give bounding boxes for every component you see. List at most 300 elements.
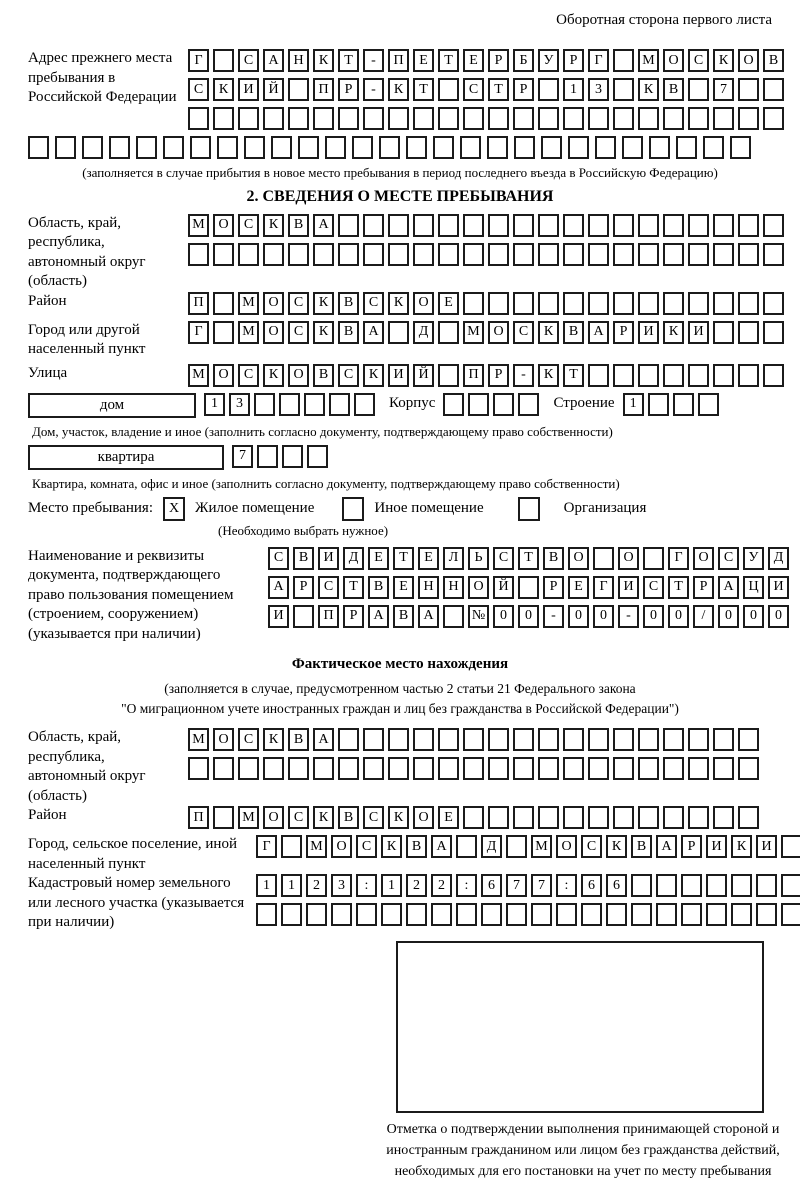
- char-cell[interactable]: [413, 757, 434, 780]
- char-cell[interactable]: [109, 136, 130, 159]
- char-cell[interactable]: С: [513, 321, 534, 344]
- char-cell[interactable]: [656, 874, 677, 897]
- char-cell[interactable]: С: [581, 835, 602, 858]
- char-cell[interactable]: М: [188, 214, 209, 237]
- char-cell[interactable]: В: [563, 321, 584, 344]
- char-cell[interactable]: [593, 547, 614, 570]
- char-cell[interactable]: [379, 136, 400, 159]
- char-cell[interactable]: Д: [343, 547, 364, 570]
- char-cell[interactable]: [563, 214, 584, 237]
- char-cell[interactable]: [663, 107, 684, 130]
- char-cell[interactable]: Р: [543, 576, 564, 599]
- char-cell[interactable]: [738, 78, 759, 101]
- char-cell[interactable]: [363, 214, 384, 237]
- char-cell[interactable]: [487, 136, 508, 159]
- char-cell[interactable]: [673, 393, 694, 416]
- char-cell[interactable]: В: [338, 292, 359, 315]
- char-cell[interactable]: [588, 243, 609, 266]
- char-cell[interactable]: О: [618, 547, 639, 570]
- char-cell[interactable]: [713, 806, 734, 829]
- char-cell[interactable]: О: [263, 321, 284, 344]
- char-cell[interactable]: [713, 107, 734, 130]
- char-cell[interactable]: В: [543, 547, 564, 570]
- char-cell[interactable]: -: [513, 364, 534, 387]
- char-cell[interactable]: [338, 757, 359, 780]
- char-cell[interactable]: [413, 243, 434, 266]
- char-cell[interactable]: [638, 757, 659, 780]
- char-cell[interactable]: А: [418, 605, 439, 628]
- char-cell[interactable]: П: [313, 78, 334, 101]
- char-cell[interactable]: [188, 243, 209, 266]
- char-cell[interactable]: [588, 728, 609, 751]
- char-cell[interactable]: [163, 136, 184, 159]
- char-cell[interactable]: [613, 728, 634, 751]
- char-cell[interactable]: [313, 757, 334, 780]
- char-cell[interactable]: Е: [368, 547, 389, 570]
- char-cell[interactable]: [731, 903, 752, 926]
- char-cell[interactable]: С: [463, 78, 484, 101]
- char-cell[interactable]: М: [638, 49, 659, 72]
- char-cell[interactable]: [381, 903, 402, 926]
- char-cell[interactable]: С: [188, 78, 209, 101]
- char-cell[interactable]: [538, 78, 559, 101]
- char-cell[interactable]: [688, 292, 709, 315]
- char-cell[interactable]: О: [213, 728, 234, 751]
- char-cell[interactable]: [288, 243, 309, 266]
- char-cell[interactable]: 0: [518, 605, 539, 628]
- char-cell[interactable]: [263, 243, 284, 266]
- char-cell[interactable]: [354, 393, 375, 416]
- char-cell[interactable]: [663, 364, 684, 387]
- char-cell[interactable]: Е: [463, 49, 484, 72]
- char-cell[interactable]: [588, 364, 609, 387]
- char-cell[interactable]: [213, 243, 234, 266]
- char-cell[interactable]: [363, 243, 384, 266]
- apartment-type-box[interactable]: квартира: [28, 445, 224, 470]
- char-cell[interactable]: [638, 364, 659, 387]
- char-cell[interactable]: [756, 874, 777, 897]
- char-cell[interactable]: В: [288, 728, 309, 751]
- char-cell[interactable]: [713, 321, 734, 344]
- char-cell[interactable]: [638, 728, 659, 751]
- char-cell[interactable]: М: [531, 835, 552, 858]
- char-cell[interactable]: А: [363, 321, 384, 344]
- char-cell[interactable]: Г: [593, 576, 614, 599]
- char-cell[interactable]: 7: [506, 874, 527, 897]
- char-cell[interactable]: К: [663, 321, 684, 344]
- char-cell[interactable]: М: [238, 321, 259, 344]
- char-cell[interactable]: 0: [593, 605, 614, 628]
- char-cell[interactable]: [595, 136, 616, 159]
- char-cell[interactable]: И: [756, 835, 777, 858]
- char-cell[interactable]: К: [263, 728, 284, 751]
- char-cell[interactable]: [781, 874, 800, 897]
- char-cell[interactable]: [413, 728, 434, 751]
- char-cell[interactable]: Т: [343, 576, 364, 599]
- char-cell[interactable]: И: [706, 835, 727, 858]
- char-cell[interactable]: [688, 78, 709, 101]
- char-cell[interactable]: [488, 243, 509, 266]
- char-cell[interactable]: [738, 243, 759, 266]
- char-cell[interactable]: [763, 292, 784, 315]
- char-cell[interactable]: С: [288, 292, 309, 315]
- char-cell[interactable]: [338, 107, 359, 130]
- char-cell[interactable]: [488, 728, 509, 751]
- char-cell[interactable]: [190, 136, 211, 159]
- char-cell[interactable]: [648, 393, 669, 416]
- char-cell[interactable]: К: [606, 835, 627, 858]
- char-cell[interactable]: [288, 757, 309, 780]
- char-cell[interactable]: [588, 107, 609, 130]
- char-cell[interactable]: [588, 757, 609, 780]
- char-cell[interactable]: Р: [693, 576, 714, 599]
- char-cell[interactable]: К: [538, 364, 559, 387]
- char-cell[interactable]: [338, 728, 359, 751]
- char-cell[interactable]: [631, 874, 652, 897]
- char-cell[interactable]: [238, 107, 259, 130]
- char-cell[interactable]: [738, 806, 759, 829]
- char-cell[interactable]: О: [568, 547, 589, 570]
- char-cell[interactable]: В: [288, 214, 309, 237]
- char-cell[interactable]: [763, 243, 784, 266]
- char-cell[interactable]: [281, 903, 302, 926]
- char-cell[interactable]: [731, 874, 752, 897]
- char-cell[interactable]: Е: [393, 576, 414, 599]
- char-cell[interactable]: Т: [668, 576, 689, 599]
- char-cell[interactable]: П: [463, 364, 484, 387]
- char-cell[interactable]: И: [638, 321, 659, 344]
- char-cell[interactable]: [738, 728, 759, 751]
- char-cell[interactable]: :: [356, 874, 377, 897]
- char-cell[interactable]: [431, 903, 452, 926]
- char-cell[interactable]: -: [618, 605, 639, 628]
- char-cell[interactable]: [331, 903, 352, 926]
- char-cell[interactable]: [663, 292, 684, 315]
- char-cell[interactable]: К: [313, 292, 334, 315]
- char-cell[interactable]: [631, 903, 652, 926]
- char-cell[interactable]: Д: [413, 321, 434, 344]
- char-cell[interactable]: №: [468, 605, 489, 628]
- char-cell[interactable]: [638, 107, 659, 130]
- char-cell[interactable]: [463, 728, 484, 751]
- char-cell[interactable]: [438, 214, 459, 237]
- char-cell[interactable]: [563, 757, 584, 780]
- char-cell[interactable]: [256, 903, 277, 926]
- char-cell[interactable]: [438, 728, 459, 751]
- char-cell[interactable]: [244, 136, 265, 159]
- char-cell[interactable]: [188, 757, 209, 780]
- char-cell[interactable]: /: [693, 605, 714, 628]
- char-cell[interactable]: [638, 243, 659, 266]
- char-cell[interactable]: [531, 903, 552, 926]
- char-cell[interactable]: А: [313, 214, 334, 237]
- char-cell[interactable]: Б: [513, 49, 534, 72]
- char-cell[interactable]: :: [456, 874, 477, 897]
- char-cell[interactable]: [513, 243, 534, 266]
- char-cell[interactable]: В: [406, 835, 427, 858]
- char-cell[interactable]: [306, 903, 327, 926]
- char-cell[interactable]: В: [313, 364, 334, 387]
- char-cell[interactable]: К: [313, 49, 334, 72]
- char-cell[interactable]: 7: [713, 78, 734, 101]
- char-cell[interactable]: [213, 806, 234, 829]
- char-cell[interactable]: П: [188, 292, 209, 315]
- char-cell[interactable]: А: [368, 605, 389, 628]
- char-cell[interactable]: [28, 136, 49, 159]
- char-cell[interactable]: [606, 903, 627, 926]
- char-cell[interactable]: [388, 214, 409, 237]
- char-cell[interactable]: Т: [393, 547, 414, 570]
- char-cell[interactable]: [622, 136, 643, 159]
- char-cell[interactable]: С: [356, 835, 377, 858]
- char-cell[interactable]: [638, 806, 659, 829]
- char-cell[interactable]: [363, 107, 384, 130]
- char-cell[interactable]: Т: [563, 364, 584, 387]
- char-cell[interactable]: [433, 136, 454, 159]
- char-cell[interactable]: [468, 393, 489, 416]
- char-cell[interactable]: В: [338, 321, 359, 344]
- char-cell[interactable]: [513, 728, 534, 751]
- char-cell[interactable]: [463, 107, 484, 130]
- char-cell[interactable]: [493, 393, 514, 416]
- char-cell[interactable]: П: [318, 605, 339, 628]
- char-cell[interactable]: К: [381, 835, 402, 858]
- char-cell[interactable]: Й: [493, 576, 514, 599]
- char-cell[interactable]: [55, 136, 76, 159]
- char-cell[interactable]: [217, 136, 238, 159]
- char-cell[interactable]: [363, 728, 384, 751]
- char-cell[interactable]: [738, 107, 759, 130]
- char-cell[interactable]: [213, 321, 234, 344]
- char-cell[interactable]: [356, 903, 377, 926]
- char-cell[interactable]: [406, 903, 427, 926]
- char-cell[interactable]: П: [188, 806, 209, 829]
- char-cell[interactable]: Н: [418, 576, 439, 599]
- char-cell[interactable]: [463, 757, 484, 780]
- char-cell[interactable]: [352, 136, 373, 159]
- char-cell[interactable]: [688, 806, 709, 829]
- char-cell[interactable]: О: [263, 292, 284, 315]
- char-cell[interactable]: Ь: [468, 547, 489, 570]
- char-cell[interactable]: [763, 321, 784, 344]
- char-cell[interactable]: С: [688, 49, 709, 72]
- char-cell[interactable]: [513, 806, 534, 829]
- char-cell[interactable]: Е: [568, 576, 589, 599]
- char-cell[interactable]: [298, 136, 319, 159]
- char-cell[interactable]: Р: [293, 576, 314, 599]
- char-cell[interactable]: Т: [438, 49, 459, 72]
- char-cell[interactable]: С: [318, 576, 339, 599]
- char-cell[interactable]: [756, 903, 777, 926]
- char-cell[interactable]: [463, 806, 484, 829]
- char-cell[interactable]: В: [368, 576, 389, 599]
- char-cell[interactable]: [663, 757, 684, 780]
- char-cell[interactable]: [613, 78, 634, 101]
- char-cell[interactable]: [781, 835, 800, 858]
- char-cell[interactable]: К: [388, 806, 409, 829]
- char-cell[interactable]: [438, 364, 459, 387]
- char-cell[interactable]: А: [263, 49, 284, 72]
- char-cell[interactable]: [706, 874, 727, 897]
- char-cell[interactable]: 7: [531, 874, 552, 897]
- char-cell[interactable]: [663, 243, 684, 266]
- char-cell[interactable]: [456, 835, 477, 858]
- char-cell[interactable]: [730, 136, 751, 159]
- char-cell[interactable]: [688, 214, 709, 237]
- char-cell[interactable]: [638, 214, 659, 237]
- char-cell[interactable]: 0: [718, 605, 739, 628]
- char-cell[interactable]: [568, 136, 589, 159]
- char-cell[interactable]: 2: [431, 874, 452, 897]
- char-cell[interactable]: И: [618, 576, 639, 599]
- char-cell[interactable]: [538, 292, 559, 315]
- char-cell[interactable]: [763, 364, 784, 387]
- char-cell[interactable]: [643, 547, 664, 570]
- char-cell[interactable]: [538, 243, 559, 266]
- char-cell[interactable]: Р: [488, 49, 509, 72]
- char-cell[interactable]: С: [718, 547, 739, 570]
- char-cell[interactable]: 1: [204, 393, 225, 416]
- char-cell[interactable]: [213, 757, 234, 780]
- char-cell[interactable]: Р: [338, 78, 359, 101]
- char-cell[interactable]: М: [188, 728, 209, 751]
- char-cell[interactable]: Р: [681, 835, 702, 858]
- char-cell[interactable]: В: [763, 49, 784, 72]
- char-cell[interactable]: [413, 107, 434, 130]
- char-cell[interactable]: У: [743, 547, 764, 570]
- char-cell[interactable]: [388, 757, 409, 780]
- char-cell[interactable]: К: [731, 835, 752, 858]
- char-cell[interactable]: О: [488, 321, 509, 344]
- char-cell[interactable]: [307, 445, 328, 468]
- char-cell[interactable]: К: [313, 806, 334, 829]
- char-cell[interactable]: И: [688, 321, 709, 344]
- char-cell[interactable]: В: [338, 806, 359, 829]
- char-cell[interactable]: [613, 243, 634, 266]
- char-cell[interactable]: [279, 393, 300, 416]
- char-cell[interactable]: [563, 292, 584, 315]
- char-cell[interactable]: [588, 806, 609, 829]
- char-cell[interactable]: К: [263, 364, 284, 387]
- char-cell[interactable]: [481, 903, 502, 926]
- char-cell[interactable]: [763, 78, 784, 101]
- char-cell[interactable]: [506, 835, 527, 858]
- char-cell[interactable]: К: [263, 214, 284, 237]
- char-cell[interactable]: [438, 243, 459, 266]
- char-cell[interactable]: С: [643, 576, 664, 599]
- char-cell[interactable]: Р: [613, 321, 634, 344]
- char-cell[interactable]: [663, 806, 684, 829]
- char-cell[interactable]: [488, 292, 509, 315]
- char-cell[interactable]: К: [213, 78, 234, 101]
- char-cell[interactable]: [538, 757, 559, 780]
- char-cell[interactable]: С: [238, 364, 259, 387]
- char-cell[interactable]: 6: [481, 874, 502, 897]
- char-cell[interactable]: [676, 136, 697, 159]
- char-cell[interactable]: Г: [188, 49, 209, 72]
- char-cell[interactable]: [738, 321, 759, 344]
- char-cell[interactable]: [713, 757, 734, 780]
- char-cell[interactable]: [313, 243, 334, 266]
- char-cell[interactable]: 0: [568, 605, 589, 628]
- char-cell[interactable]: [663, 214, 684, 237]
- char-cell[interactable]: [538, 214, 559, 237]
- char-cell[interactable]: 0: [768, 605, 789, 628]
- char-cell[interactable]: [438, 757, 459, 780]
- char-cell[interactable]: 0: [493, 605, 514, 628]
- char-cell[interactable]: У: [538, 49, 559, 72]
- char-cell[interactable]: [136, 136, 157, 159]
- char-cell[interactable]: [713, 364, 734, 387]
- char-cell[interactable]: О: [556, 835, 577, 858]
- char-cell[interactable]: [213, 292, 234, 315]
- char-cell[interactable]: [656, 903, 677, 926]
- char-cell[interactable]: С: [268, 547, 289, 570]
- char-cell[interactable]: А: [268, 576, 289, 599]
- char-cell[interactable]: [406, 136, 427, 159]
- checkbox-organization[interactable]: [518, 497, 540, 521]
- char-cell[interactable]: [456, 903, 477, 926]
- char-cell[interactable]: [703, 136, 724, 159]
- char-cell[interactable]: [563, 806, 584, 829]
- char-cell[interactable]: [463, 292, 484, 315]
- char-cell[interactable]: [82, 136, 103, 159]
- char-cell[interactable]: С: [363, 292, 384, 315]
- char-cell[interactable]: М: [463, 321, 484, 344]
- char-cell[interactable]: [213, 49, 234, 72]
- char-cell[interactable]: [588, 292, 609, 315]
- char-cell[interactable]: 0: [643, 605, 664, 628]
- char-cell[interactable]: [518, 393, 539, 416]
- char-cell[interactable]: [488, 757, 509, 780]
- char-cell[interactable]: [271, 136, 292, 159]
- char-cell[interactable]: К: [713, 49, 734, 72]
- char-cell[interactable]: О: [468, 576, 489, 599]
- char-cell[interactable]: С: [363, 806, 384, 829]
- char-cell[interactable]: [613, 757, 634, 780]
- char-cell[interactable]: [581, 903, 602, 926]
- char-cell[interactable]: [238, 757, 259, 780]
- char-cell[interactable]: -: [363, 78, 384, 101]
- char-cell[interactable]: [688, 728, 709, 751]
- char-cell[interactable]: 1: [256, 874, 277, 897]
- char-cell[interactable]: Д: [481, 835, 502, 858]
- char-cell[interactable]: [613, 806, 634, 829]
- char-cell[interactable]: [518, 576, 539, 599]
- char-cell[interactable]: П: [388, 49, 409, 72]
- char-cell[interactable]: А: [313, 728, 334, 751]
- char-cell[interactable]: К: [638, 78, 659, 101]
- char-cell[interactable]: Р: [343, 605, 364, 628]
- char-cell[interactable]: 7: [232, 445, 253, 468]
- char-cell[interactable]: 0: [668, 605, 689, 628]
- char-cell[interactable]: 3: [229, 393, 250, 416]
- char-cell[interactable]: [238, 243, 259, 266]
- char-cell[interactable]: Н: [288, 49, 309, 72]
- char-cell[interactable]: Т: [413, 78, 434, 101]
- char-cell[interactable]: [563, 728, 584, 751]
- char-cell[interactable]: [325, 136, 346, 159]
- char-cell[interactable]: [563, 243, 584, 266]
- char-cell[interactable]: [388, 107, 409, 130]
- char-cell[interactable]: [713, 292, 734, 315]
- char-cell[interactable]: А: [588, 321, 609, 344]
- char-cell[interactable]: О: [213, 364, 234, 387]
- char-cell[interactable]: [443, 393, 464, 416]
- house-type-box[interactable]: дом: [28, 393, 196, 418]
- char-cell[interactable]: С: [338, 364, 359, 387]
- char-cell[interactable]: Е: [418, 547, 439, 570]
